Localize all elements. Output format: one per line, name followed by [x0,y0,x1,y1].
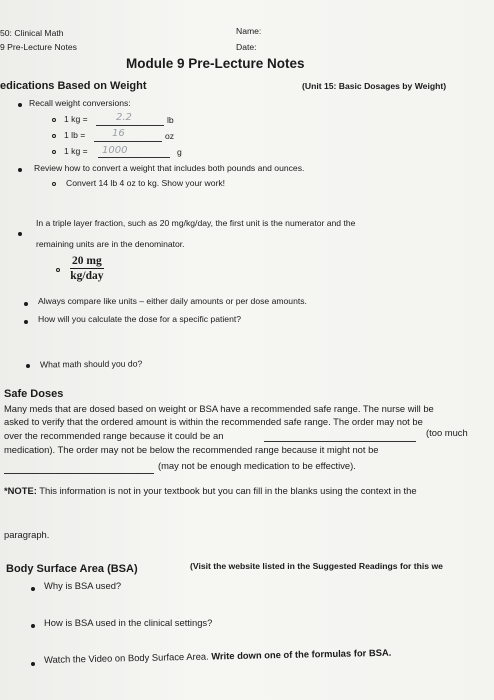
safe-doses-line3-end: (too much [426,427,468,438]
bullet [24,320,28,324]
unit-lb: lb [167,115,174,125]
bsa-visit-website: (Visit the website listed in the Suggested Readings for this we [190,561,443,571]
sub-bullet [52,182,56,186]
bullet [31,587,35,591]
note-label: *NOTE: [4,485,37,496]
bullet [31,662,35,666]
bullet [18,103,22,107]
what-math-question: What math should you do? [39,358,143,370]
fraction-numerator: 20 mg [72,255,102,267]
bullet [26,364,30,368]
bsa-watch-video [44,647,391,665]
convert-prompt: Convert 14 lb 4 oz to kg. Show your work! [66,178,226,188]
sub-bullet [52,118,56,122]
sub-bullet [56,268,60,272]
sub-bullet [52,150,56,154]
sub-bullet [52,134,56,138]
answer-line [98,157,170,158]
conversion-kg-lb-label: 1 kg = [64,114,88,124]
answer-line [96,125,164,126]
note-line2: paragraph. [4,529,50,540]
fraction-bar [70,268,104,269]
note-text: This information is not in your textbook but you can fill in the blanks using the context in the [36,485,417,496]
handwritten-answer-kg-lb: 2.2 [116,112,132,123]
recall-conversions: Recall weight conversions: [29,98,131,108]
note-line1 [4,485,417,496]
fraction-example [70,255,104,282]
bsa-watch-video-text: Watch the Video on Body Surface Area. [43,650,212,665]
bullet [18,232,22,236]
triple-fraction-line1: In a triple layer fraction, such as 20 mg/kg/day, the first unit is the numerator and the [36,218,356,228]
course-label: 50: Clinical Math [0,28,64,38]
bsa-why-question: Why is BSA used? [44,580,122,591]
bullet [18,168,22,172]
handwritten-answer-lb-oz: 16 [112,128,125,139]
date-label: Date: [236,42,257,52]
page-title: Module 9 Pre-Lecture Notes [126,56,305,71]
unit-g: g [177,147,182,157]
safe-doses-line2: asked to verify that the ordered amount is within the recommended safe range. The order may not be [4,416,423,427]
handwritten-answer-kg-g: 1000 [102,145,128,156]
bsa-formula-instruction: Write down one of the formulas for BSA. [211,646,392,662]
fill-in-blank [4,473,154,474]
bullet [31,624,35,628]
safe-doses-line3: over the recommended range because it could be an [4,430,224,441]
conversion-kg-g-label: 1 kg = [64,146,88,156]
compare-units: Always compare like units – either daily amounts or per dose amounts. [38,296,307,306]
safe-doses-line5: (may not be enough medication to be effective). [158,460,356,471]
lesson-label: 9 Pre-Lecture Notes [0,42,77,52]
unit-oz: oz [165,131,175,141]
safe-doses-line1: Many meds that are dosed based on weight or BSA have a recommended safe range. The nurse will be [4,403,434,414]
name-label: Name: [236,26,262,36]
safe-doses-line4: medication). The order may not be below the recommended range because it might not be [4,444,379,455]
fraction-denominator: kg/day [70,270,104,282]
calculate-dose-question: How will you calculate the dose for a specific patient? [38,314,242,324]
triple-fraction-line2: remaining units are in the denominator. [36,239,185,249]
safe-doses-heading: Safe Doses [4,388,64,400]
section-heading-medications: edications Based on Weight [0,80,147,92]
bullet [24,302,28,306]
fill-in-blank [264,441,416,442]
conversion-lb-oz-label: 1 lb = [64,130,86,140]
unit-reference: (Unit 15: Basic Dosages by Weight) [302,81,447,91]
review-pounds-ounces: Review how to convert a weight that includes both pounds and ounces. [34,163,305,173]
bsa-clinical-question: How is BSA used in the clinical settings? [44,617,213,628]
answer-line [94,141,162,142]
bsa-heading: Body Surface Area (BSA) [6,563,138,575]
